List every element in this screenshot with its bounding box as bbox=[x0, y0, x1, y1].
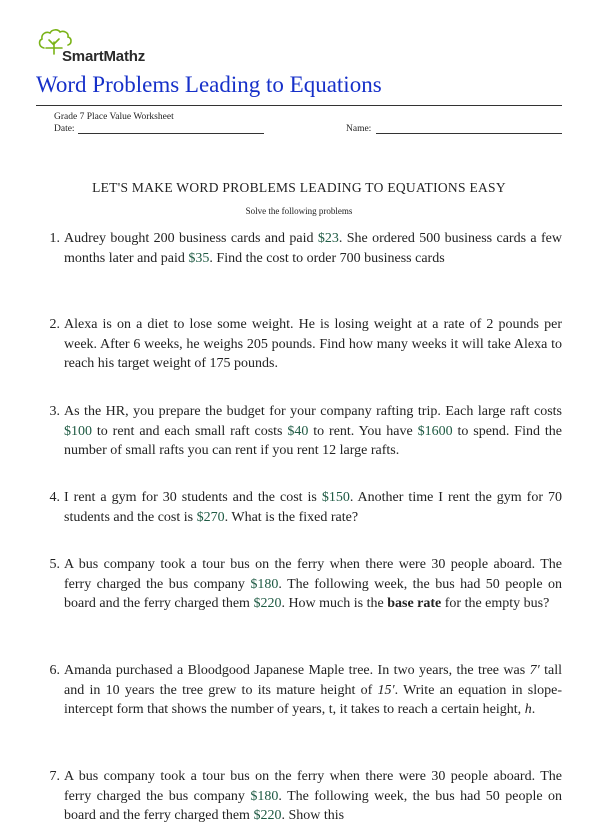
section-heading: LET'S MAKE WORD PROBLEMS LEADING TO EQUATIONS EASY bbox=[92, 180, 506, 195]
text-run: Alexa is on a diet to lose some weight. He is losing weight at a rate of 2 pounds per week. After 6 weeks, he weighs 205 pounds. Find how many weeks it will take Alexa to reach his target weight of 175 pounds. bbox=[64, 317, 562, 371]
text-run: to rent and each small raft costs bbox=[92, 423, 288, 439]
math-value: 7′ bbox=[529, 663, 540, 678]
problem-number: 6. bbox=[49, 663, 60, 678]
text-run: . She ordered 500 business cards a few months later and paid bbox=[64, 231, 562, 266]
brand-name: SmartMathz bbox=[62, 48, 146, 65]
problem-text bbox=[64, 661, 562, 720]
text-run: to rent. You have bbox=[308, 423, 418, 439]
problem-text bbox=[64, 767, 562, 826]
money-value: $40 bbox=[287, 423, 309, 439]
money-value: $100 bbox=[64, 423, 92, 439]
name-label: Name: bbox=[346, 124, 372, 134]
text-run: Amanda purchased a Bloodgood Japanese Maple tree. In two years, the tree was bbox=[64, 663, 530, 678]
problem-text bbox=[64, 402, 562, 461]
problem-number: 2. bbox=[49, 317, 60, 332]
problem-text bbox=[64, 555, 562, 614]
problem-text bbox=[64, 488, 562, 527]
text-run: to spend. Find the number of small rafts you can rent if you rent 12 large rafts. bbox=[64, 423, 562, 458]
money-value: $180 bbox=[250, 576, 279, 592]
name-field-line[interactable] bbox=[376, 133, 562, 134]
money-value: $180 bbox=[250, 788, 279, 804]
text-run: . The following week, the bus had 50 people on board and the ferry charged them bbox=[64, 576, 562, 611]
text-run: . How much is the bbox=[281, 596, 388, 611]
text-run: A bus company took a tour bus on the ferry when there were 30 people aboard. The ferry charged the bus company bbox=[64, 557, 562, 592]
text-run: I rent a gym for 30 students and the cost is bbox=[64, 490, 322, 505]
text-run: . Write an equation in slope-intercept form that shows the number of years, t, it takes to reach a certain height, bbox=[64, 682, 562, 717]
money-value: $1600 bbox=[417, 423, 453, 439]
date-field-line[interactable] bbox=[78, 133, 264, 134]
text-run: for the empty bus? bbox=[441, 596, 550, 611]
date-label: Date: bbox=[54, 124, 75, 134]
problem-number: 3. bbox=[49, 404, 60, 419]
problem-text bbox=[64, 315, 562, 374]
problem-number: 4. bbox=[49, 490, 60, 505]
text-run: . The following week, the bus had 50 people on board and the ferry charged them bbox=[64, 788, 562, 823]
text-run: . Another time I rent the gym for 70 students and the cost is bbox=[64, 490, 562, 525]
problem-number: 5. bbox=[49, 557, 60, 572]
problem-number: 1. bbox=[49, 231, 60, 246]
money-value: $220 bbox=[253, 596, 282, 611]
text-run: . Show this bbox=[281, 808, 345, 823]
bold-term: base rate bbox=[387, 596, 442, 611]
text-run: tall and in 10 years the tree grew to its mature height of bbox=[64, 663, 562, 698]
text-run: As the HR, you prepare the budget for your company rafting trip. Each large raft costs bbox=[64, 404, 562, 419]
worksheet-subtitle: Grade 7 Place Value Worksheet bbox=[54, 112, 174, 122]
text-run: A bus company took a tour bus on the ferry when there were 30 people aboard. The ferry charged the bus company bbox=[64, 769, 562, 804]
money-value: $220 bbox=[253, 808, 282, 823]
problem-number: 7. bbox=[49, 769, 60, 784]
page-title: Word Problems Leading to Equations bbox=[36, 72, 382, 97]
problem-text bbox=[64, 229, 562, 268]
text-run: . bbox=[531, 702, 536, 717]
math-variable: h bbox=[524, 702, 532, 717]
text-run: Audrey bought 200 business cards and paid bbox=[64, 231, 318, 246]
money-value: $150 bbox=[321, 490, 350, 505]
instructions: Solve the following problems bbox=[245, 206, 353, 216]
math-value: 15′ bbox=[377, 682, 395, 698]
text-run: . Find the cost to order 700 business cards bbox=[209, 250, 445, 266]
money-value: $23 bbox=[317, 231, 339, 246]
text-run: . What is the fixed rate? bbox=[224, 509, 359, 525]
title-divider bbox=[36, 105, 562, 106]
smartmathz-logo bbox=[36, 26, 196, 70]
money-value: $270 bbox=[196, 509, 225, 525]
money-value: $35 bbox=[188, 250, 210, 266]
